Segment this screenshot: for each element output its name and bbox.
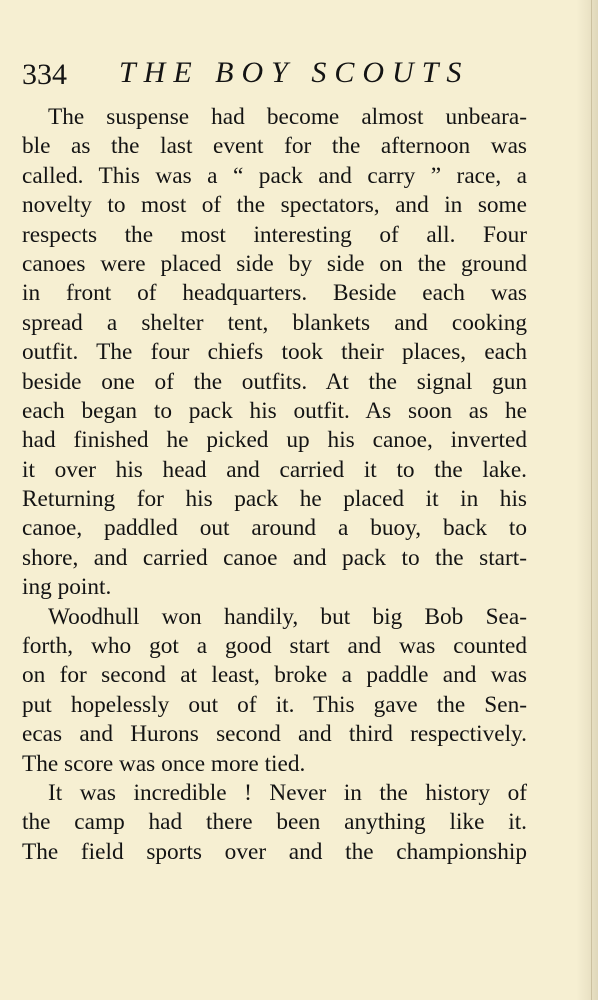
text-line: It was incredible ! Never in the history of: [48, 779, 527, 806]
paragraph: [22, 103, 527, 603]
text-line: canoe, paddled out around a buoy, back to: [22, 515, 527, 542]
text-line: each began to pack his outfit. As soon as he: [22, 397, 527, 424]
text-line: novelty to most of the spectators, and in some: [22, 192, 527, 219]
text-line: outfit. The four chiefs took their places, each: [22, 339, 527, 366]
text-line: The field sports over and the championship: [22, 838, 527, 865]
page-edge-shadow: [576, 0, 598, 1000]
text-line: beside one of the outfits. At the signal gun: [22, 368, 527, 395]
text-line: The score was once more tied.: [22, 750, 306, 777]
running-head: THE BOY SCOUTS: [119, 56, 470, 89]
paragraph: [22, 603, 527, 779]
text-line: called. This was a “ pack and carry ” race, a: [22, 162, 527, 189]
body-text: [22, 103, 527, 867]
text-line: spread a shelter tent, blankets and cooking: [22, 309, 527, 336]
text-line: Woodhull won handily, but big Bob Sea-: [48, 603, 527, 630]
text-line: the camp had there been anything like it.: [22, 809, 527, 836]
text-line: shore, and carried canoe and pack to the start-: [22, 544, 527, 571]
text-line: had finished he picked up his canoe, inverted: [22, 427, 527, 454]
text-line: ble as the last event for the afternoon was: [22, 133, 527, 160]
text-line: respects the most interesting of all. Four: [22, 221, 527, 248]
text-line: in front of headquarters. Beside each was: [22, 280, 527, 307]
text-line: ing point.: [22, 574, 112, 601]
paragraph: [22, 779, 527, 867]
text-line: ecas and Hurons second and third respectively.: [22, 721, 527, 748]
text-line: it over his head and carried it to the lake.: [22, 456, 527, 483]
text-line: The suspense had become almost unbeara-: [48, 104, 527, 130]
text-line: put hopelessly out of it. This gave the Sen-: [22, 691, 527, 718]
text-line: forth, who got a good start and was counted: [22, 633, 527, 660]
text-line: Returning for his pack he placed it in his: [22, 486, 527, 513]
text-line: on for second at least, broke a paddle and was: [22, 662, 527, 689]
page-header: [22, 56, 542, 96]
page-edge-line: [591, 0, 592, 1000]
page-number: 334: [22, 58, 67, 91]
text-line: canoes were placed side by side on the ground: [22, 250, 527, 277]
